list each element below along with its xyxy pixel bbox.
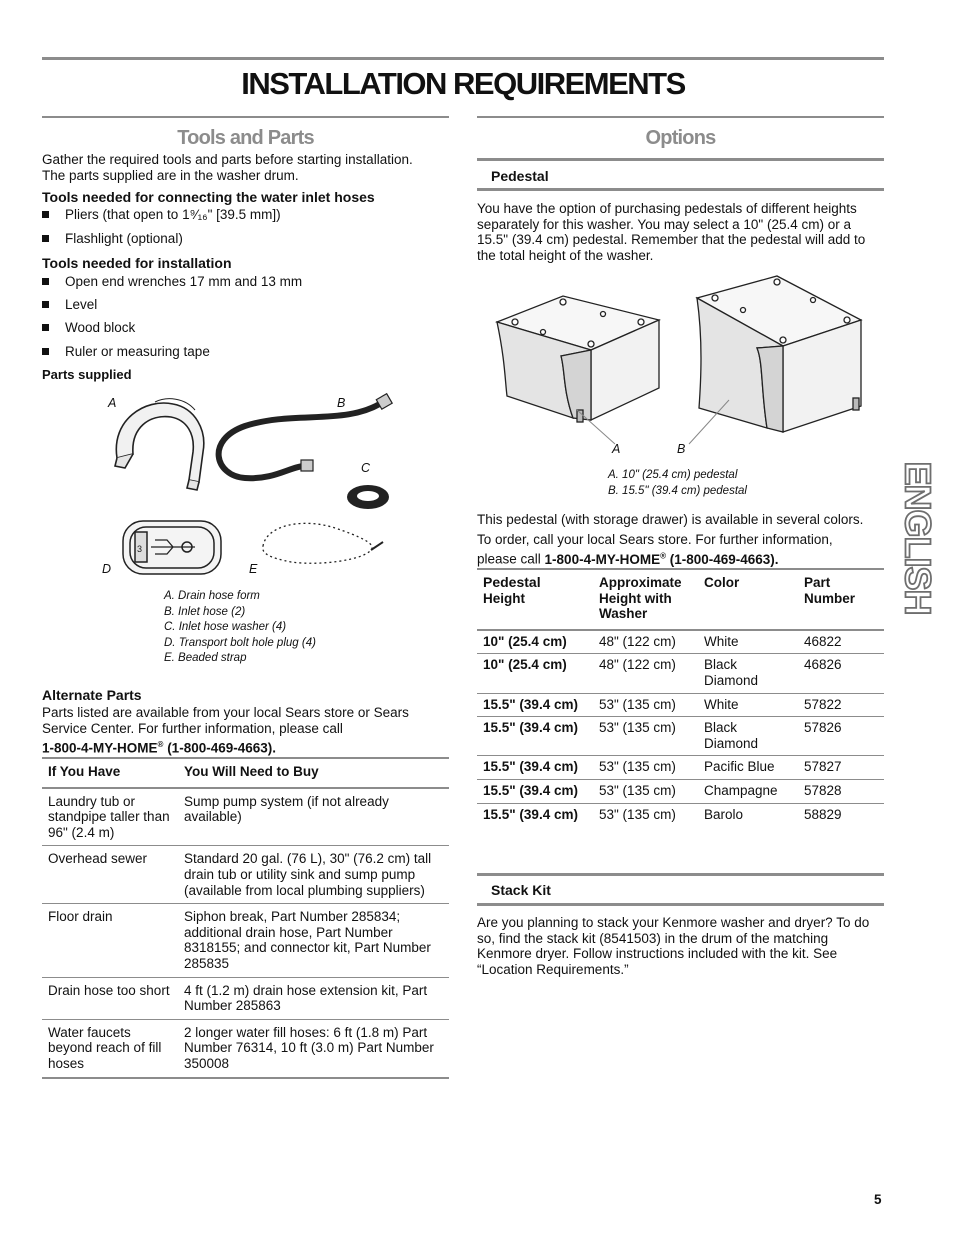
list-item-label: Pliers (that open to 1⁹⁄₁₆" [39.5 mm]) <box>65 207 281 222</box>
stack-rule-bottom <box>477 903 884 906</box>
page-title: INSTALLATION REQUIREMENTS <box>241 66 685 101</box>
language-label: ENGLISH <box>898 461 938 615</box>
table-row <box>42 904 449 977</box>
cell-approx: 48" (122 cm) <box>599 657 676 673</box>
part-label-c: C <box>361 461 371 475</box>
table-row <box>477 717 884 756</box>
cell-have: Laundry tub or standpipe taller than 96" (2.4 m) <box>48 793 170 840</box>
cell-color: White <box>704 633 739 649</box>
cell-height: 10" (25.4 cm) <box>483 633 567 649</box>
cell-buy: 4 ft (1.2 m) drain hose extension kit, Part Number 285863 <box>184 982 428 1014</box>
tools-intro-2: The parts supplied are in the washer drum. <box>42 168 299 183</box>
list-item-label: Level <box>65 297 98 312</box>
list-item <box>42 207 281 222</box>
colors-text: This pedestal (with storage drawer) is available in several colors. <box>477 512 864 527</box>
caption: A. Drain hose form <box>164 590 260 602</box>
stack-rule-top <box>477 873 884 876</box>
cell-part: 58829 <box>804 806 842 822</box>
cell-height: 10" (25.4 cm) <box>483 657 567 673</box>
cell-color: Champagne <box>704 782 778 798</box>
part-label-d: D <box>102 562 112 576</box>
list-item-label: Flashlight (optional) <box>65 231 183 246</box>
caption: D. Transport bolt hole plug (4) <box>164 636 316 649</box>
table-row <box>477 693 884 717</box>
caption: B. Inlet hose (2) <box>164 605 246 618</box>
height-header: Height <box>483 590 525 606</box>
table-row <box>477 630 884 654</box>
cell-buy: Siphon break, Part Number 285834; additional drain hose, Part Number 8318155; and connector kit, Part Number 285835 <box>184 909 431 971</box>
pedestal-label-b: B <box>677 442 686 456</box>
pedestal-label-a: A <box>612 442 621 456</box>
order-line-1: To order, call your local Sears store. For further information, <box>477 532 833 547</box>
cell-height: 15.5" (39.4 cm) <box>483 782 578 798</box>
cell-color: White <box>704 696 739 712</box>
alternate-line-1: Parts listed are available from your local Sears store or Sears <box>42 705 409 720</box>
caption: B. 15.5" (39.4 cm) pedestal <box>608 484 747 497</box>
part-label-a: A <box>108 396 117 410</box>
phone-number-alt: (1-800-469-4663). <box>163 740 277 756</box>
cell-color: Pacific Blue <box>704 759 775 775</box>
phone-number: 1-800-4-MY-HOME <box>544 551 661 567</box>
pedestal-rule-bottom <box>477 188 884 191</box>
cell-approx: 53" (135 cm) <box>599 782 676 798</box>
list-item <box>42 320 135 335</box>
pedestal-table <box>477 568 884 826</box>
table-row <box>42 846 449 904</box>
cell-buy: 2 longer water fill hoses: 6 ft (1.8 m) Part Number 76314, 10 ft (3.0 m) Part Number 350008 <box>184 1024 434 1071</box>
transport-bolt-hole-plug-icon <box>123 521 221 574</box>
pedestal-heading: Pedestal <box>491 168 549 184</box>
registered-mark: ® <box>157 740 164 749</box>
part-label-b: B <box>337 396 346 410</box>
cell-have: Water faucets beyond reach of fill hoses <box>48 1024 162 1071</box>
column-header: Approximate Height with Washer <box>599 575 682 622</box>
table-row <box>477 779 884 803</box>
inlet-hose-washer-icon <box>347 485 389 509</box>
cell-approx: 48" (122 cm) <box>599 633 676 649</box>
pedestal-rule-top <box>477 158 884 161</box>
caption: A. 10" (25.4 cm) pedestal <box>608 469 738 481</box>
short-pedestal-icon <box>497 296 659 422</box>
part-label-e: E <box>249 562 258 576</box>
parts-illustration <box>95 390 425 590</box>
list-item-label: Open end wrenches 17 mm and 13 mm <box>65 274 303 289</box>
column-header <box>477 569 593 630</box>
options-heading-rule <box>477 116 884 118</box>
cell-color: Black Diamond <box>704 720 759 751</box>
alternate-line-2: Service Center. For further information, please call <box>42 721 343 736</box>
caption: C. Inlet hose washer (4) <box>164 621 287 633</box>
pedestal-captions <box>608 468 747 499</box>
pedestal-header: Pedestal <box>483 574 541 590</box>
phone-number-alt: (1-800-469-4663). <box>665 551 779 567</box>
tools-intro-1: Gather the required tools and parts before starting installation. <box>42 152 413 167</box>
registered-mark: ® <box>660 551 666 560</box>
cell-height: 15.5" (39.4 cm) <box>483 696 578 712</box>
column-header: Part Number <box>804 575 856 606</box>
pedestal-illustration <box>493 270 873 460</box>
column-header: If You Have <box>48 764 121 779</box>
list-item <box>42 231 183 246</box>
table-row <box>42 1019 449 1077</box>
cell-height: 15.5" (39.4 cm) <box>483 759 578 775</box>
alternate-parts-table <box>42 757 449 1079</box>
cell-part: 46822 <box>804 633 842 649</box>
page-number: 5 <box>874 1192 882 1207</box>
top-rule <box>42 57 884 60</box>
cell-color: Barolo <box>704 806 744 822</box>
table-row <box>42 977 449 1019</box>
caption: E. Beaded strap <box>164 652 247 664</box>
cell-part: 57828 <box>804 782 842 798</box>
cell-color: Black Diamond <box>704 657 759 688</box>
cell-part: 57827 <box>804 759 842 775</box>
stack-kit-text: Are you planning to stack your Kenmore washer and dryer? To do so, find the stack kit (8541503) in the drum of the matching Kenmore dryer. Follow instructions included with the kit. See “Location Requirements.” <box>477 915 870 977</box>
column-header: Color <box>704 575 740 590</box>
list-item <box>42 274 302 289</box>
column-header: You Will Need to Buy <box>184 764 319 779</box>
water-tools-heading: Tools needed for connecting the water inlet hoses <box>42 189 375 205</box>
install-tools-heading: Tools needed for installation <box>42 255 232 271</box>
table-row <box>42 788 449 846</box>
list-item <box>42 344 210 359</box>
cell-part: 57822 <box>804 696 842 712</box>
language-side-tab <box>898 452 938 624</box>
list-item <box>42 297 97 312</box>
cell-part: 46826 <box>804 657 842 673</box>
stack-kit-heading: Stack Kit <box>491 882 551 898</box>
pedestal-text: You have the option of purchasing pedestals of different heights separately for this washer. You may select a 10" (25.4 cm) or a 15.5" (39.4 cm) pedestal. Remember that the pedestal will add to the total height of the washer. <box>477 201 866 263</box>
cell-have: Floor drain <box>48 909 113 925</box>
cell-approx: 53" (135 cm) <box>599 759 676 775</box>
order-prefix: please call <box>477 551 545 567</box>
cell-buy: Standard 20 gal. (76 L), 30" (76.2 cm) tall drain tub or utility sink and sump pump (available from local plumbing suppliers) <box>184 851 432 898</box>
table-row <box>477 654 884 693</box>
cell-approx: 53" (135 cm) <box>599 696 676 712</box>
cell-height: 15.5" (39.4 cm) <box>483 806 578 822</box>
cell-buy: Sump pump system (if not already available) <box>184 793 389 825</box>
cell-have: Overhead sewer <box>48 851 148 867</box>
cell-height: 15.5" (39.4 cm) <box>483 720 578 736</box>
cell-part: 57826 <box>804 720 842 736</box>
svg-text:3: 3 <box>137 544 143 554</box>
list-item-label: Wood block <box>65 320 136 335</box>
list-item-label: Ruler or measuring tape <box>65 344 210 359</box>
parts-supplied-heading: Parts supplied <box>42 367 132 382</box>
alternate-phone <box>42 737 276 756</box>
table-row <box>477 803 884 826</box>
alternate-parts-heading: Alternate Parts <box>42 687 142 703</box>
parts-captions <box>164 589 316 667</box>
drain-hose-form-icon <box>115 399 204 490</box>
options-heading: Options <box>645 127 716 149</box>
table-row <box>477 756 884 780</box>
cell-approx: 53" (135 cm) <box>599 806 676 822</box>
tools-heading-rule <box>42 116 449 118</box>
order-line-2 <box>477 548 779 567</box>
cell-have: Drain hose too short <box>48 982 170 998</box>
phone-number: 1-800-4-MY-HOME <box>42 740 158 756</box>
cell-approx: 53" (135 cm) <box>599 720 676 736</box>
beaded-strap-icon <box>263 523 383 563</box>
tools-heading: Tools and Parts <box>177 127 314 149</box>
